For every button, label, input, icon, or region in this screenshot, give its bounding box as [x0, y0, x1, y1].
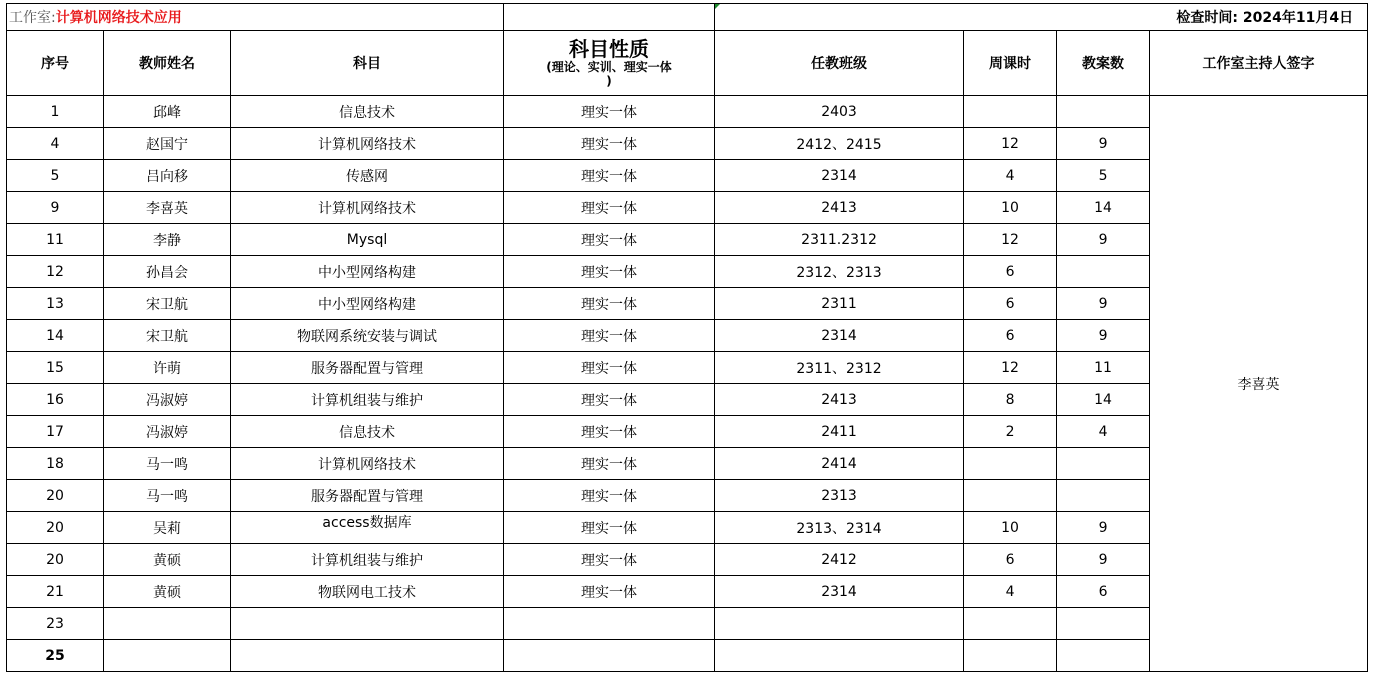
classes-cell[interactable]: 2411	[715, 416, 964, 448]
hours-cell[interactable]: 4	[964, 576, 1057, 608]
teacher-cell[interactable]: 冯淑婷	[104, 416, 231, 448]
nature-cell[interactable]: 理实一体	[504, 192, 715, 224]
plans-cell[interactable]: 9	[1057, 128, 1150, 160]
classes-cell[interactable]	[715, 608, 964, 640]
classes-cell[interactable]: 2314	[715, 160, 964, 192]
check-date: 检查时间: 2024年11月4日	[1176, 10, 1354, 26]
subject-cell[interactable]: 服务器配置与管理	[231, 352, 504, 384]
nature-cell[interactable]: 理实一体	[504, 480, 715, 512]
teacher-cell[interactable]: 黄硕	[104, 576, 231, 608]
subject-cell[interactable]: 计算机组装与维护	[231, 384, 504, 416]
seq-cell[interactable]: 17	[7, 416, 104, 448]
plans-cell[interactable]: 9	[1057, 288, 1150, 320]
title-row	[7, 4, 1368, 31]
hours-cell[interactable]: 2	[964, 416, 1057, 448]
header-nature[interactable]	[504, 31, 715, 96]
classes-cell[interactable]: 2313、2314	[715, 512, 964, 544]
seq-cell[interactable]: 9	[7, 192, 104, 224]
subject-cell[interactable]: 物联网系统安装与调试	[231, 320, 504, 352]
subject-cell[interactable]: 计算机网络技术	[231, 192, 504, 224]
header-seq[interactable]: 序号	[7, 31, 104, 96]
seq-cell[interactable]: 18	[7, 448, 104, 480]
nature-cell[interactable]: 理实一体	[504, 96, 715, 128]
hours-cell[interactable]	[964, 480, 1057, 512]
subject-cell[interactable]: 信息技术	[231, 416, 504, 448]
seq-cell[interactable]: 25	[7, 640, 104, 672]
table-row	[7, 96, 1368, 128]
plans-cell[interactable]: 9	[1057, 544, 1150, 576]
seq-cell[interactable]: 1	[7, 96, 104, 128]
teacher-cell[interactable]	[104, 608, 231, 640]
header-teacher[interactable]: 教师姓名	[104, 31, 231, 96]
hours-cell[interactable]: 6	[964, 256, 1057, 288]
seq-cell[interactable]: 23	[7, 608, 104, 640]
subject-cell[interactable]: Mysql	[231, 224, 504, 256]
hours-cell[interactable]: 10	[964, 512, 1057, 544]
header-lesson-plans[interactable]: 教案数	[1057, 31, 1150, 96]
plans-cell[interactable]	[1057, 608, 1150, 640]
subject-cell[interactable]: 信息技术	[231, 96, 504, 128]
plans-cell[interactable]	[1057, 480, 1150, 512]
subject-cell[interactable]: 传感网	[231, 160, 504, 192]
header-nature-sub2: )	[606, 74, 612, 88]
teacher-cell[interactable]: 吕向移	[104, 160, 231, 192]
classes-cell[interactable]: 2413	[715, 384, 964, 416]
nature-cell[interactable]: 理实一体	[504, 128, 715, 160]
teacher-cell[interactable]: 许萌	[104, 352, 231, 384]
hours-cell[interactable]: 4	[964, 160, 1057, 192]
classes-cell[interactable]: 2414	[715, 448, 964, 480]
subject-cell[interactable]: 计算机组装与维护	[231, 544, 504, 576]
seq-cell[interactable]: 16	[7, 384, 104, 416]
header-host-signature[interactable]: 工作室主持人签字	[1150, 31, 1368, 96]
teacher-cell[interactable]: 宋卫航	[104, 288, 231, 320]
subject-cell[interactable]: 服务器配置与管理	[231, 480, 504, 512]
nature-cell[interactable]: 理实一体	[504, 512, 715, 544]
teacher-cell[interactable]: 李喜英	[104, 192, 231, 224]
teacher-cell[interactable]: 宋卫航	[104, 320, 231, 352]
header-subject[interactable]: 科目	[231, 31, 504, 96]
hours-cell[interactable]: 6	[964, 320, 1057, 352]
classes-cell[interactable]: 2403	[715, 96, 964, 128]
classes-cell[interactable]: 2312、2313	[715, 256, 964, 288]
teacher-cell[interactable]: 赵国宁	[104, 128, 231, 160]
hours-cell[interactable]	[964, 640, 1057, 672]
classes-cell[interactable]: 2412、2415	[715, 128, 964, 160]
teacher-cell[interactable]: 马一鸣	[104, 480, 231, 512]
header-weekly-hours[interactable]: 周课时	[964, 31, 1057, 96]
hours-cell[interactable]: 8	[964, 384, 1057, 416]
check-date-cell[interactable]	[715, 4, 1368, 31]
hours-cell[interactable]: 12	[964, 352, 1057, 384]
subject-cell[interactable]: 计算机网络技术	[231, 448, 504, 480]
signature-cell[interactable]: 李喜英	[1150, 96, 1368, 672]
header-nature-main: 科目性质	[569, 37, 650, 61]
nature-cell[interactable]: 理实一体	[504, 288, 715, 320]
hours-cell[interactable]: 6	[964, 288, 1057, 320]
teacher-cell[interactable]: 冯淑婷	[104, 384, 231, 416]
hours-cell[interactable]: 6	[964, 544, 1057, 576]
plans-cell[interactable]: 6	[1057, 576, 1150, 608]
header-classes[interactable]: 任教班级	[715, 31, 964, 96]
classes-cell[interactable]: 2412	[715, 544, 964, 576]
nature-cell[interactable]: 理实一体	[504, 256, 715, 288]
inspection-table	[6, 3, 1368, 672]
teacher-cell[interactable]: 邱峰	[104, 96, 231, 128]
nature-cell[interactable]: 理实一体	[504, 544, 715, 576]
subject-cell[interactable]: 中小型网络构建	[231, 256, 504, 288]
classes-cell[interactable]: 2314	[715, 576, 964, 608]
plans-cell[interactable]	[1057, 256, 1150, 288]
seq-cell[interactable]: 5	[7, 160, 104, 192]
teacher-cell[interactable]: 黄硕	[104, 544, 231, 576]
classes-cell[interactable]: 2311、2312	[715, 352, 964, 384]
seq-cell[interactable]: 11	[7, 224, 104, 256]
seq-cell[interactable]: 14	[7, 320, 104, 352]
plans-cell[interactable]: 9	[1057, 320, 1150, 352]
seq-cell[interactable]: 12	[7, 256, 104, 288]
nature-cell[interactable]: 理实一体	[504, 416, 715, 448]
header-row	[7, 31, 1368, 96]
hours-cell[interactable]	[964, 608, 1057, 640]
teacher-cell[interactable]: 孙昌会	[104, 256, 231, 288]
classes-cell[interactable]: 2413	[715, 192, 964, 224]
subject-cell[interactable]	[231, 640, 504, 672]
seq-cell[interactable]: 21	[7, 576, 104, 608]
nature-cell[interactable]: 理实一体	[504, 224, 715, 256]
seq-cell[interactable]: 20	[7, 512, 104, 544]
hours-cell[interactable]: 12	[964, 128, 1057, 160]
title-blank-cell[interactable]	[504, 4, 715, 31]
subject-cell[interactable]	[231, 608, 504, 640]
hours-cell[interactable]	[964, 96, 1057, 128]
teacher-cell[interactable]: 李静	[104, 224, 231, 256]
classes-cell[interactable]: 2313	[715, 480, 964, 512]
teacher-cell[interactable]	[104, 640, 231, 672]
classes-cell[interactable]	[715, 640, 964, 672]
nature-cell[interactable]: 理实一体	[504, 576, 715, 608]
classes-cell[interactable]: 2314	[715, 320, 964, 352]
workroom-title-cell[interactable]	[7, 4, 504, 31]
teacher-cell[interactable]: 马一鸣	[104, 448, 231, 480]
plans-cell[interactable]: 9	[1057, 512, 1150, 544]
hours-cell[interactable]	[964, 448, 1057, 480]
subject-cell[interactable]: 计算机网络技术	[231, 128, 504, 160]
plans-cell[interactable]: 4	[1057, 416, 1150, 448]
plans-cell[interactable]: 5	[1057, 160, 1150, 192]
plans-cell[interactable]: 14	[1057, 192, 1150, 224]
hours-cell[interactable]: 12	[964, 224, 1057, 256]
plans-cell[interactable]: 9	[1057, 224, 1150, 256]
seq-cell[interactable]: 15	[7, 352, 104, 384]
workroom-name: 计算机网络技术应用	[55, 10, 182, 26]
teacher-cell[interactable]: 吴莉	[104, 512, 231, 544]
nature-cell[interactable]	[504, 640, 715, 672]
nature-cell[interactable]: 理实一体	[504, 320, 715, 352]
seq-cell[interactable]: 13	[7, 288, 104, 320]
plans-cell[interactable]: 14	[1057, 384, 1150, 416]
plans-cell[interactable]	[1057, 448, 1150, 480]
seq-cell[interactable]: 4	[7, 128, 104, 160]
seq-cell[interactable]: 20	[7, 544, 104, 576]
classes-cell[interactable]: 2311.2312	[715, 224, 964, 256]
workroom-label: 工作室:	[9, 10, 56, 26]
subject-cell[interactable]: 物联网电工技术	[231, 576, 504, 608]
subject-cell[interactable]: access数据库	[231, 512, 504, 544]
hours-cell[interactable]: 10	[964, 192, 1057, 224]
nature-cell[interactable]	[504, 608, 715, 640]
nature-cell[interactable]: 理实一体	[504, 384, 715, 416]
classes-cell[interactable]: 2311	[715, 288, 964, 320]
nature-cell[interactable]: 理实一体	[504, 448, 715, 480]
nature-cell[interactable]: 理实一体	[504, 160, 715, 192]
nature-cell[interactable]: 理实一体	[504, 352, 715, 384]
plans-cell[interactable]	[1057, 640, 1150, 672]
header-nature-sub1: (理论、实训、理实一体	[546, 60, 672, 74]
plans-cell[interactable]: 11	[1057, 352, 1150, 384]
subject-cell[interactable]: 中小型网络构建	[231, 288, 504, 320]
seq-cell[interactable]: 20	[7, 480, 104, 512]
plans-cell[interactable]	[1057, 96, 1150, 128]
